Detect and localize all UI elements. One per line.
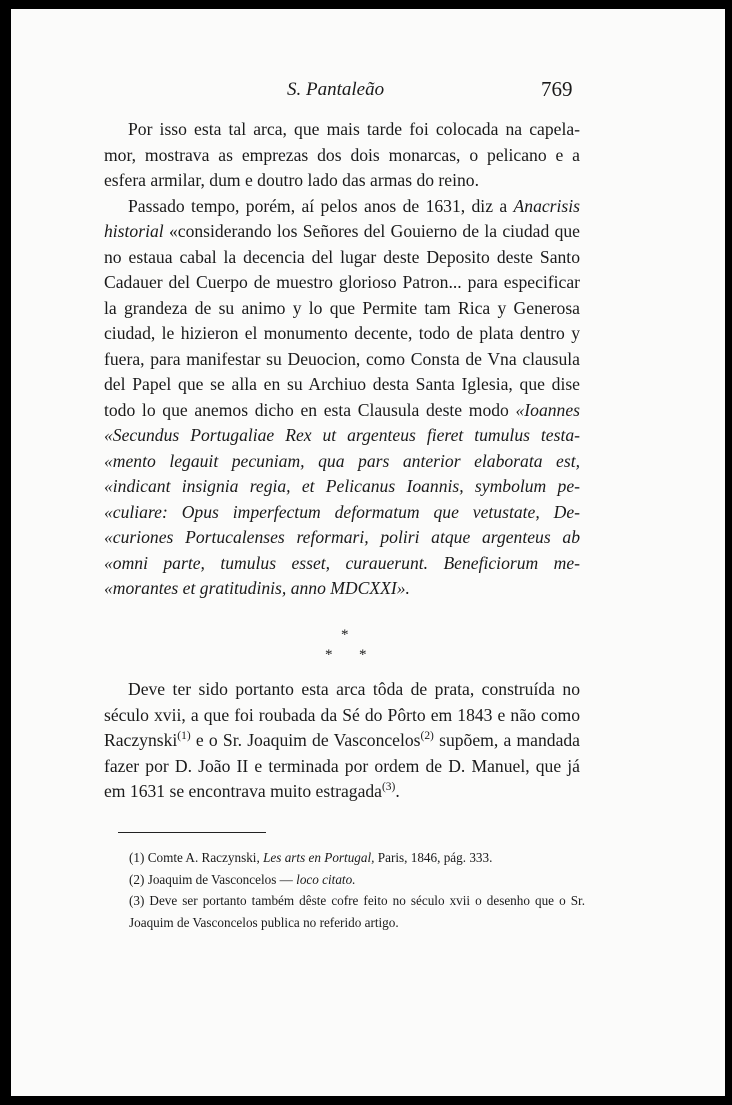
footnote-ref[interactable]: (2) — [420, 730, 434, 743]
footnote-mark: (3) — [129, 893, 145, 908]
paragraph-text: supõem, a mandada fazer por D. João II e terminada por ordem de D. Manuel, que já em 1631 se encontrava muito estragada — [104, 730, 580, 801]
footnote-text: Comte A. Raczynski, — [144, 850, 264, 865]
footnote-mark: (2) — [129, 871, 145, 887]
asterism — [11, 627, 725, 667]
footnote-ref[interactable]: (3) — [381, 781, 396, 794]
footnote — [129, 847, 585, 869]
footnotes — [129, 847, 585, 933]
page-header — [11, 79, 725, 109]
running-title: S. Pantaleão — [287, 79, 385, 100]
paragraph-text: Deve ter sido portanto esta arca tôda de prata, construída no século xvii, a que foi roubada da Sé do Pôrto em 1843 e não como Raczynski — [104, 679, 580, 750]
paragraph-text: . — [395, 781, 400, 801]
paragraph-text: Por isso esta tal arca, que mais tarde foi colocada na capela-mor, mostrava as emprezas dos dois monarcas, o pelicano e a esfera armilar, dum e doutro lado das armas do reino. — [104, 119, 580, 190]
footnote-title: loco citato. — [296, 871, 356, 887]
paragraph — [104, 194, 580, 602]
footnote-text: Paris, 1846, pág. 333. — [374, 850, 493, 865]
footnote-ref[interactable]: (1) — [177, 730, 191, 743]
spanish-quote: «considerando los Señores del Gouierno de la ciudad que no estaua cabal la decencia del lugar deste Deposito deste Santo Cadauer del Cuerpo de muestro glorioso Patron... para especificar la grandeza de su animo y lo que Permite tam Rica y Generosa ciudad, le hizieron el monumento decente, todo de plata dentro y fuera, para manifestar su Deuocion, como Consta de Vna clausula del Papel que se alla en su Archiuo desta Santa Iglesia, que dise todo lo que anemos dicho en esta Clausula deste modo — [104, 221, 580, 420]
main-text — [104, 117, 580, 602]
asterism-star: * — [341, 627, 349, 643]
latin-quote: «Ioannes «Secundus Portugaliae Rex ut argenteus fieret tumulus testa- «mento legauit pecuniam, qua pars anterior elaborata est, «indicant insignia regia, et Pelicanus Ioannis, symbolum pe- «culiare: Opus imperfectum deformatum que vetustate, De- «curiones Portucalenses reformari, poliri atque argenteus ab «omni parte, tumulus esset, curauerunt. Beneficiorum me- «morantes et gratitudinis, anno MDCXXI». — [104, 399, 580, 598]
footnote — [129, 869, 585, 891]
asterism-star: * — [325, 647, 333, 663]
paragraph-text: e o Sr. Joaquim de Vasconcelos — [190, 730, 421, 750]
footnote-text: Joaquim de Vasconcelos — — [144, 871, 297, 887]
section-text — [104, 677, 580, 805]
footnote-title: Les arts en Portugal, — [263, 850, 375, 865]
paragraph — [104, 117, 580, 194]
footnote — [129, 890, 585, 933]
paragraph — [104, 677, 580, 805]
paragraph-lead: Passado tempo, porém, aí pelos anos de 1631, diz a — [128, 195, 514, 216]
footnote-mark: (1) — [129, 850, 145, 865]
book-page — [11, 9, 725, 1096]
page-number: 769 — [541, 77, 573, 101]
footnote-text: Deve ser portanto também dêste cofre feito no século xvii o desenho que o Sr. Joaquim de Vasconcelos publica no referido artigo. — [129, 893, 585, 930]
asterism-star: * — [359, 647, 367, 663]
footnote-divider — [118, 832, 266, 833]
source-title: Anacrisis historial — [104, 195, 580, 241]
